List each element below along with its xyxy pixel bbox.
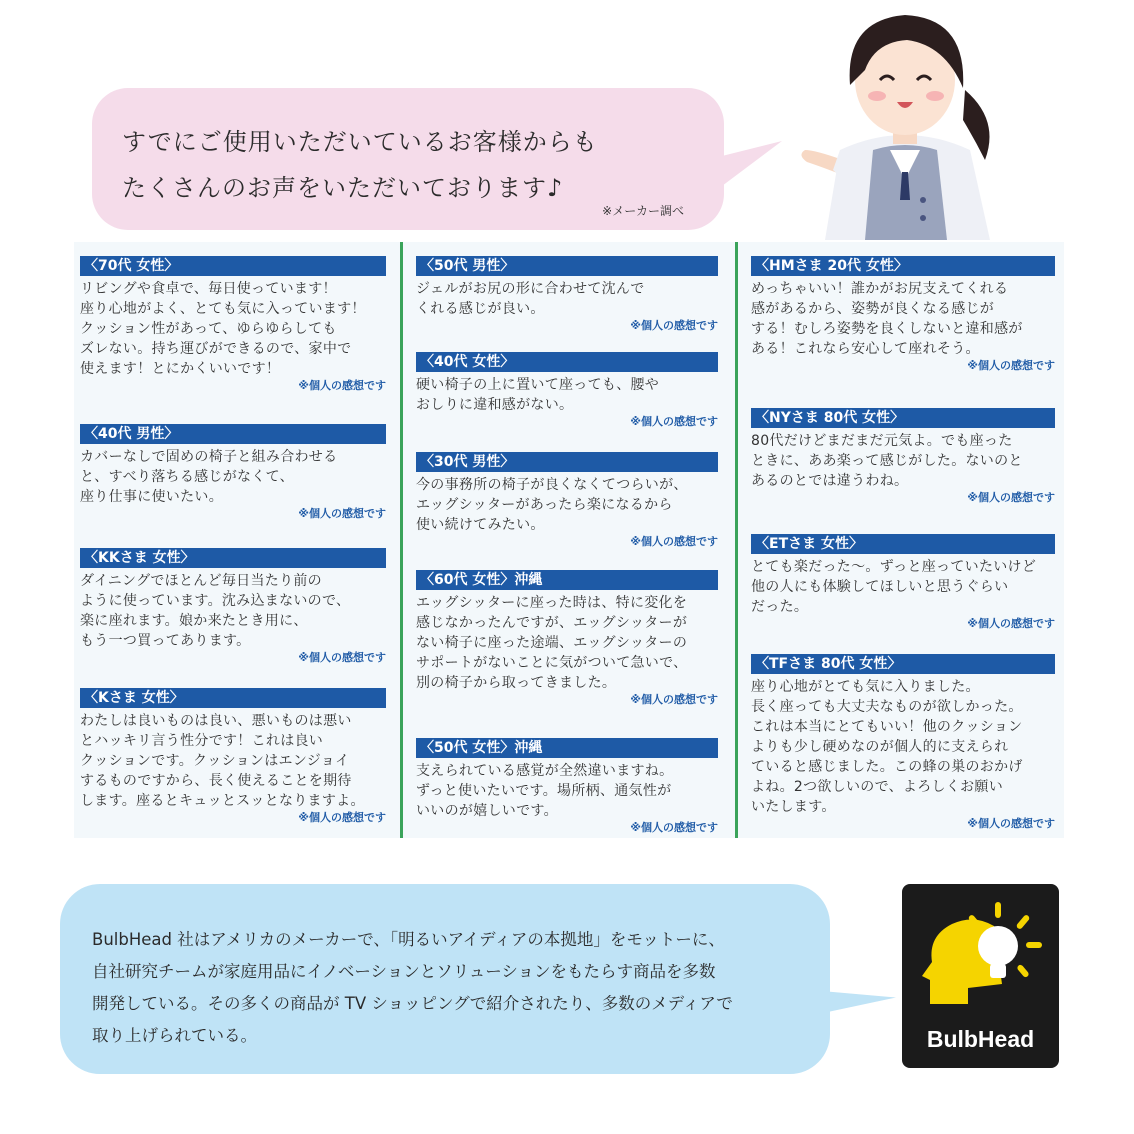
review-header: 〈HMさま 20代 女性〉 bbox=[751, 256, 1055, 276]
reviews-column-1 bbox=[80, 242, 386, 838]
intro-line-2: たくさんのお声をいただいております♪ bbox=[122, 174, 564, 202]
personal-opinion-note: ※個人の感想です bbox=[967, 817, 1055, 830]
personal-opinion-note: ※個人の感想です bbox=[298, 811, 386, 824]
review-card bbox=[80, 424, 386, 521]
review-card bbox=[751, 408, 1055, 505]
personal-opinion-note: ※個人の感想です bbox=[630, 821, 718, 834]
intro-line-1: すでにご使用いただいているお客様からも bbox=[122, 128, 598, 156]
review-card bbox=[751, 534, 1055, 631]
personal-opinion-note: ※個人の感想です bbox=[298, 379, 386, 392]
personal-opinion-note: ※個人の感想です bbox=[967, 617, 1055, 630]
company-info-line-4: 取り上げられている。 bbox=[92, 1026, 257, 1045]
review-header: 〈40代 男性〉 bbox=[80, 424, 386, 444]
personal-opinion-note: ※個人の感想です bbox=[630, 535, 718, 548]
review-card bbox=[416, 738, 718, 835]
review-text: とても楽だった～。ずっと座っていたいけど 他の人にも体験してほしいと思うぐらい だった。 bbox=[751, 559, 1037, 615]
company-info-line-1: BulbHead 社はアメリカのメーカーで、「明るいアイディアの本拠地」をモットーに、 bbox=[92, 930, 725, 949]
personal-opinion-note: ※個人の感想です bbox=[967, 491, 1055, 504]
intro-speech-bubble bbox=[92, 88, 724, 230]
maker-research-note: ※メーカー調べ bbox=[602, 204, 684, 218]
review-card bbox=[80, 256, 386, 393]
personal-opinion-note: ※個人の感想です bbox=[967, 359, 1055, 372]
review-text: リビングや食卓で、毎日使っています！ 座り心地がよく、とても気に入っています！ クッション性があって、ゆらゆらしても ズレない。持ち運びができるので、家中で 使えます！とにかくいいです！ bbox=[80, 281, 366, 377]
bulbhead-logo bbox=[902, 884, 1059, 1068]
staff-woman-illustration bbox=[795, 0, 1015, 240]
review-header: 〈50代 女性〉沖縄 bbox=[416, 738, 718, 758]
review-text: 支えられている感覚が全然違いますね。 ずっと使いたいです。場所柄、通気性が いいのが嬉しいです。 bbox=[416, 763, 674, 819]
review-header: 〈40代 女性〉 bbox=[416, 352, 718, 372]
review-card bbox=[416, 352, 718, 429]
reviews-column-2 bbox=[416, 242, 718, 838]
reviews-column-3 bbox=[751, 242, 1055, 838]
review-text: 80代だけどまだまだ元気よ。でも座った ときに、ああ楽って感じがした。ないのと あるのとでは違うわね。 bbox=[751, 433, 1023, 489]
review-text: めっちゃいい！誰かがお尻支えてくれる 感があるから、姿勢が良くなる感じが する！むしろ姿勢を良くしないと違和感が ある！これなら安心して座れそう。 bbox=[751, 281, 1023, 357]
column-divider bbox=[735, 242, 738, 838]
company-info-line-2: 自社研究チームが家庭用品にイノベーションとソリューションをもたらす商品を多数 bbox=[92, 962, 716, 981]
review-header: 〈70代 女性〉 bbox=[80, 256, 386, 276]
personal-opinion-note: ※個人の感想です bbox=[298, 651, 386, 664]
review-header: 〈Kさま 女性〉 bbox=[80, 688, 386, 708]
personal-opinion-note: ※個人の感想です bbox=[630, 415, 718, 428]
review-card bbox=[416, 570, 718, 707]
customer-reviews-panel bbox=[74, 242, 1064, 838]
review-header: 〈50代 男性〉 bbox=[416, 256, 718, 276]
review-card bbox=[80, 688, 386, 825]
review-header: 〈NYさま 80代 女性〉 bbox=[751, 408, 1055, 428]
review-card bbox=[751, 256, 1055, 373]
personal-opinion-note: ※個人の感想です bbox=[630, 693, 718, 706]
review-text: エッグシッターに座った時は、特に変化を 感じなかったんですが、エッグシッターが ない椅子に座った途端、エッグシッターの サポートがないことに気がついて急いで、 別の椅子から取ってきました。 bbox=[416, 595, 688, 691]
review-text: 今の事務所の椅子が良くなくてつらいが、 エッグシッターがあったら楽になるから 使い続けてみたい。 bbox=[416, 477, 688, 533]
company-info-line-3: 開発している。その多くの商品が TV ショッピングで紹介されたり、多数のメディアで bbox=[92, 994, 733, 1013]
review-text: ダイニングでほとんど毎日当たり前の ように使っています。沈み込まないので、 楽に座れます。娘か来たとき用に、 もう一つ買ってあります。 bbox=[80, 573, 351, 649]
review-text: わたしは良いものは良い、悪いものは悪い とハッキリ言う性分です！これは良い クッションです。クッションはエンジョイ するものですから、長く使えることを期待 します。座るとキュッとスッとなりますよ。 bbox=[80, 713, 365, 809]
review-header: 〈30代 男性〉 bbox=[416, 452, 718, 472]
review-text: 硬い椅子の上に置いて座っても、腰や おしりに違和感がない。 bbox=[416, 377, 660, 413]
column-divider bbox=[400, 242, 403, 838]
company-info-bubble bbox=[60, 884, 830, 1074]
review-card bbox=[416, 452, 718, 549]
review-header: 〈60代 女性〉沖縄 bbox=[416, 570, 718, 590]
review-text: カバーなしで固めの椅子と組み合わせる と、すべり落ちる感じがなくて、 座り仕事に使いたい。 bbox=[80, 449, 338, 505]
review-header: 〈ETさま 女性〉 bbox=[751, 534, 1055, 554]
bulbhead-logo-text: BulbHead bbox=[926, 1026, 1035, 1052]
review-text: 座り心地がとても気に入りました。 長く座っても大丈夫なものが欲しかった。 これは本当にとてもいい！他のクッション よりも少し硬めなのが個人的に支えられ ていると感じました。この蜂の巣のおかげ よね。2つ欲しいので、よろしくお願い いたします。 bbox=[751, 679, 1023, 815]
personal-opinion-note: ※個人の感想です bbox=[298, 507, 386, 520]
review-card bbox=[80, 548, 386, 665]
review-header: 〈KKさま 女性〉 bbox=[80, 548, 386, 568]
review-card bbox=[751, 654, 1055, 831]
review-card bbox=[416, 256, 718, 333]
bulb-head-icon bbox=[902, 884, 1059, 1024]
review-header: 〈TFさま 80代 女性〉 bbox=[751, 654, 1055, 674]
review-text: ジェルがお尻の形に合わせて沈んで くれる感じが良い。 bbox=[416, 281, 645, 317]
personal-opinion-note: ※個人の感想です bbox=[630, 319, 718, 332]
